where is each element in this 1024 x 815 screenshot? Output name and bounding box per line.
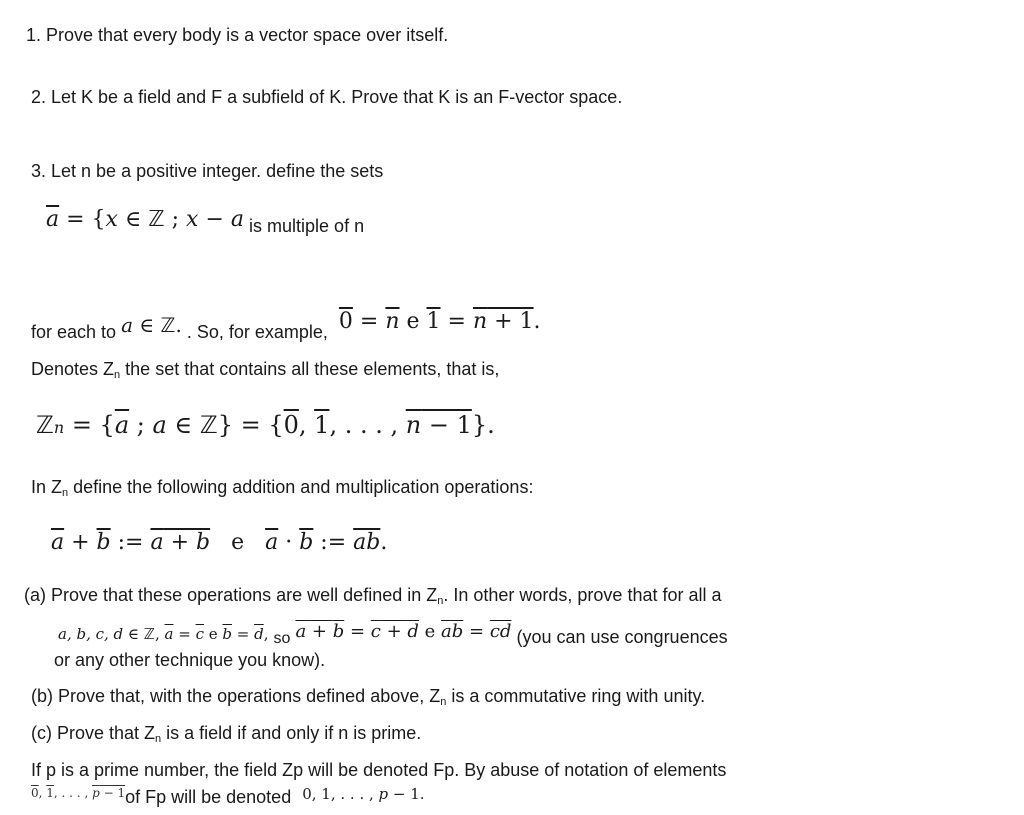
ops-intro-text-b: define the following addition and multiplication operations: <box>68 477 534 497</box>
denotes-line <box>31 358 499 383</box>
set-definition-suffix: is multiple of n <box>249 216 365 236</box>
question-1 <box>26 24 448 46</box>
zn-formula: ℤn = {$\overline{a}$ ; a ∈ ℤ} = {0, 1, . . . , n − 1}. <box>36 411 495 439</box>
part-b-text-a: (b) Prove that, with the operations defined above, Z <box>31 686 441 706</box>
example-line <box>31 309 541 343</box>
example-mid: . So, for example, <box>186 322 328 342</box>
denotes-text-b: the set that contains all these elements, that is, <box>120 359 500 379</box>
closing-line-2-mid: of Fp will be denoted <box>125 787 292 807</box>
part-a-line-1 <box>24 584 722 609</box>
part-a-tail: (you can use congruences <box>516 627 728 647</box>
question-3 <box>31 160 383 182</box>
part-a-text-a: (a) Prove that these operations are well defined in Z <box>24 585 438 605</box>
part-a-text-b: . In other words, prove that for all a <box>443 585 722 605</box>
set-definition <box>46 205 364 235</box>
set-formula: $\overline{a} = \{x$ ∈ ℤ ; x − a <box>46 207 245 232</box>
closing-elements-plain: 0, 1, . . . , p − 1. <box>302 785 425 803</box>
denotes-text-a: Denotes Z <box>31 359 115 379</box>
closing-line-1-text: If p is a prime number, the field Zp will be denoted Fp. By abuse of notation of elements <box>31 760 727 780</box>
part-c <box>31 722 421 747</box>
part-a-line-3-text: or any other technique you know). <box>54 650 326 670</box>
part-c-text-b: is a field if and only if n is prime. <box>161 723 422 743</box>
part-c-sub: n <box>155 733 162 745</box>
question-1-text: 1. Prove that every body is a vector space over itself. <box>26 25 449 45</box>
part-a-line-3 <box>54 649 325 671</box>
ops-intro-text-a: In Z <box>31 477 63 497</box>
closing-elements-bar: 0, 1, . . . , p − 1 <box>31 786 126 800</box>
part-c-text-a: (c) Prove that Z <box>31 723 156 743</box>
question-2-text: 2. Let K be a field and F a subfield of K. Prove that K is an F-vector space. <box>31 87 623 107</box>
part-a-so: so <box>273 630 291 647</box>
ops-formula: $\overline{a} + \overline{b}$ := a + b e $\overline{a} \cdot \overline{b}$ := $\overline{ab}$. <box>51 530 388 555</box>
example-formula: $0 = \overline{n}$ e 1 = n + 1. <box>338 309 541 334</box>
closing-line-2 <box>31 786 425 810</box>
a-in-z: a ∈ ℤ. <box>121 313 182 337</box>
question-2 <box>31 86 622 108</box>
example-prefix: for each to <box>31 322 117 342</box>
ops-intro <box>31 476 533 501</box>
ops-intro-sub: n <box>62 487 69 499</box>
part-a-line-2: a, b, c, d ∈ ℤ, $\overline{a} = \overline{c}$ e $\overline{b} = \overline{d}$, so a + b = c + d e $\overline{ab} = \overline{cd}$ (you can use congruences <box>58 621 728 647</box>
closing-line-1 <box>31 759 726 781</box>
part-a-sub: n <box>437 595 444 607</box>
part-b <box>31 685 705 710</box>
denotes-sub: n <box>114 369 121 381</box>
question-3-text: 3. Let n be a positive integer. define the sets <box>31 161 384 181</box>
part-b-text-b: is a commutative ring with unity. <box>446 686 706 706</box>
part-b-sub: n <box>440 696 447 708</box>
